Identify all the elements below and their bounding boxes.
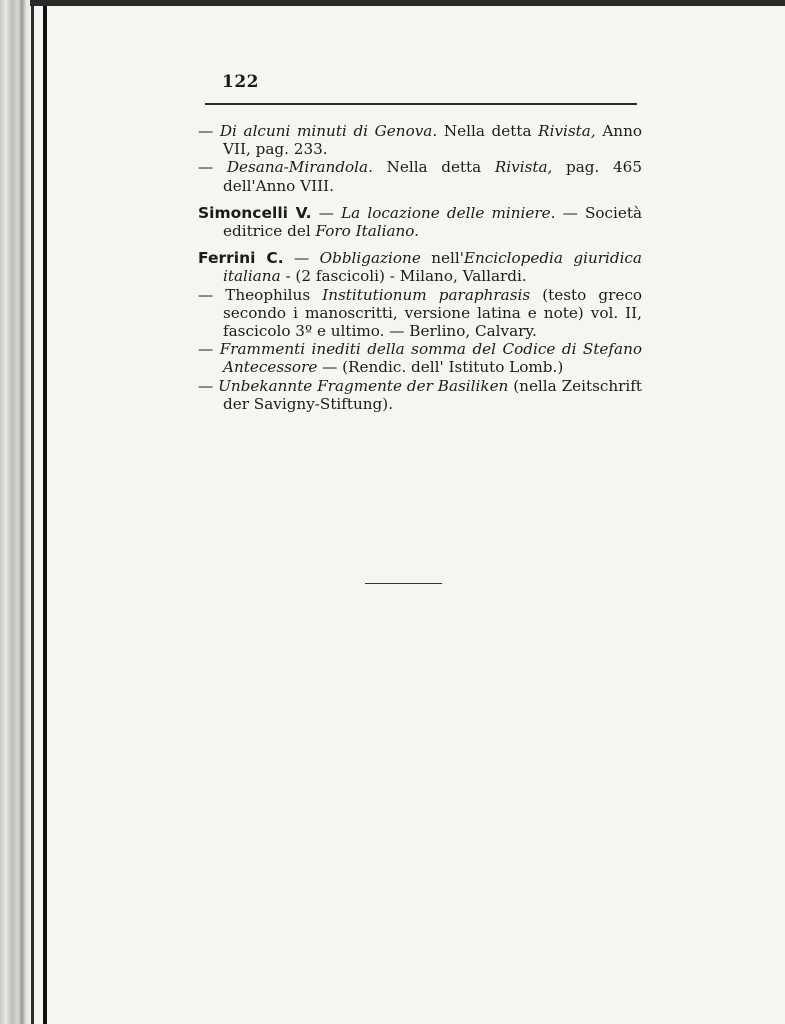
entry-author: Ferrini C. bbox=[198, 249, 284, 268]
entry-dash: — bbox=[198, 376, 219, 395]
bibliography-text bbox=[198, 122, 642, 413]
entry-separator: — bbox=[311, 203, 342, 222]
entry-text: Anno VII, pag. 233. bbox=[223, 122, 642, 159]
entry-dash: — bbox=[198, 340, 220, 359]
list-item bbox=[198, 286, 642, 341]
entry-author: Simoncelli V. bbox=[198, 203, 312, 222]
entry-text: pag. 465 dell'Anno VIII. bbox=[223, 158, 642, 195]
list-item bbox=[198, 340, 642, 376]
entry-dash: — bbox=[198, 122, 220, 140]
entry-journal: Foro Italiano. bbox=[315, 222, 420, 241]
entry-title: Unbekannte Fragmente der Basiliken bbox=[218, 376, 509, 395]
entry-text: Nella detta bbox=[372, 158, 495, 177]
gutter-edge bbox=[43, 0, 47, 1024]
entry-text: (nella Zeitschrift der Savigny-Stiftung). bbox=[223, 376, 643, 413]
gutter-shadow bbox=[31, 0, 34, 1024]
entry-journal: Enciclopedia giuridica italiana bbox=[223, 249, 642, 286]
entry-text: nell' bbox=[420, 249, 464, 268]
entry-dash: — bbox=[198, 158, 227, 177]
header-rule bbox=[205, 103, 637, 105]
page-top-edge bbox=[30, 0, 785, 6]
entry-title: Obbligazione bbox=[319, 249, 421, 268]
entry-text: (testo greco secondo i manoscritti, versione latina e note) vol. II, fascicolo 3º e ultimo. — Berlino, Calvary. bbox=[223, 285, 642, 341]
entry-title: Institutionum paraphrasis bbox=[322, 285, 531, 304]
list-item bbox=[198, 158, 642, 194]
entry-journal: Rivista, bbox=[538, 122, 596, 140]
list-item bbox=[198, 377, 642, 413]
list-item bbox=[198, 249, 642, 285]
entry-title: La locazione delle miniere. bbox=[341, 203, 556, 222]
entry-text: — (Rendic. dell' Istituto Lomb.) bbox=[317, 358, 564, 377]
entry-text: Nella detta bbox=[437, 122, 539, 140]
entry-dash: — Theophilus bbox=[198, 285, 323, 304]
list-item bbox=[198, 122, 642, 158]
end-rule bbox=[365, 583, 442, 584]
entry-separator: — bbox=[283, 249, 320, 268]
entry-title: Di alcuni minuti di Genova. bbox=[219, 122, 438, 140]
entry-title: Desana-Mirandola. bbox=[226, 158, 373, 177]
list-item bbox=[198, 204, 642, 240]
book-binding bbox=[0, 0, 30, 1024]
page-number: 122 bbox=[222, 72, 259, 92]
entry-text: - (2 fascicoli) - Milano, Vallardi. bbox=[280, 267, 527, 286]
entry-title: Frammenti inediti della somma del Codice di Stefano Antecessore bbox=[219, 340, 643, 377]
entry-text: — Società editrice del bbox=[223, 203, 643, 241]
entry-journal: Rivista, bbox=[494, 158, 553, 177]
